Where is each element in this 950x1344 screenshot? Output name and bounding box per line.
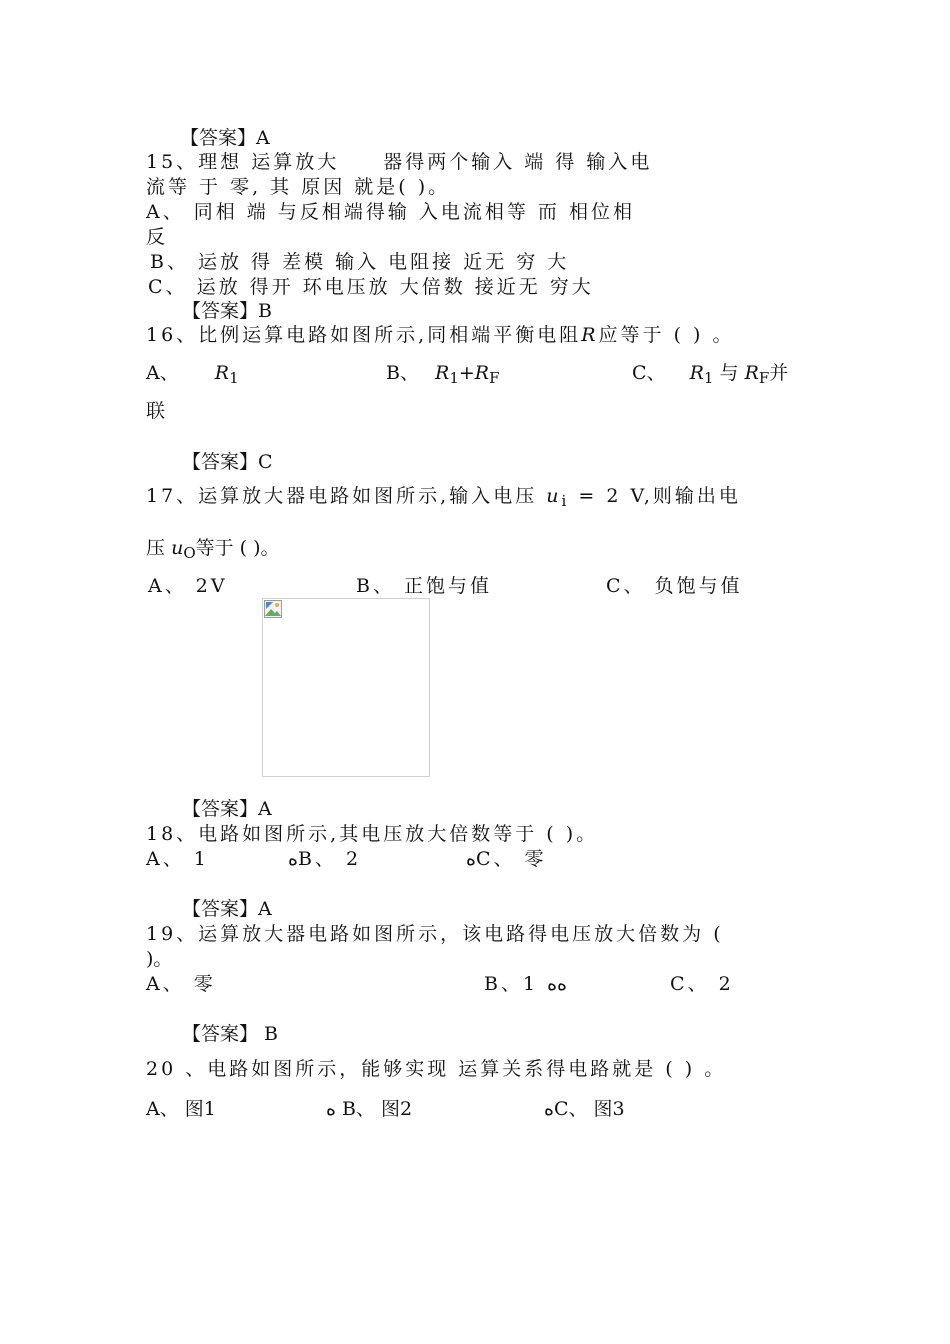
q20-option-a: A、 图1 — [146, 1098, 216, 1120]
q17-stem-b: = 2 V,则输出电 — [578, 485, 741, 507]
q16-stem-text: 16、比例运算电路如图所示,同相端平衡电阻 — [146, 324, 582, 346]
q19-option-a: A、 零 — [146, 973, 216, 995]
answer-15: 【答案】B — [182, 300, 272, 322]
q17-sub-o: O — [183, 544, 196, 562]
q16-option-b-r1: R — [435, 362, 450, 384]
q18-option-c: ﻩC、 零 — [466, 848, 547, 870]
q18-stem: 18、电路如图所示,其电压放大倍数等于 ( )。 — [146, 823, 599, 845]
q17-option-b: B、 正饱与值 — [356, 575, 493, 597]
q16-option-a-sub: 1 — [229, 369, 239, 387]
q15-option-a-line1: A、 同相 端 与反相端得输 入电流相等 而 相位相 — [146, 201, 635, 223]
q16-option-c-tail2: 联 — [146, 400, 166, 422]
q17-stem-a: 17、运算放大器电路如图所示,输入电压 — [146, 485, 538, 507]
q16-stem — [146, 323, 734, 347]
q17-option-a: A、 2V — [148, 575, 228, 597]
q17-u-o: u — [171, 537, 184, 559]
q16-option-c-label: C、 — [632, 362, 666, 384]
q15-option-a-line2: 反 — [146, 226, 169, 248]
q20-option-c: ﻩC、 图3 — [544, 1098, 625, 1120]
q16-option-b-r2: R — [474, 362, 490, 384]
q20-stem: 20 、电路如图所示，能够实现 运算关系得电路就是 ( ) 。 — [146, 1058, 727, 1080]
q17-u-i: u — [546, 485, 562, 507]
q16-symbol-r: R — [581, 324, 599, 346]
q17-stem-d: 等于 ( )。 — [195, 537, 280, 559]
answer-14: 【答案】A — [180, 127, 270, 149]
q16-option-b-sub1: 1 — [449, 369, 459, 387]
answer-16: 【答案】C — [182, 451, 273, 473]
q19-option-c: C、 2 — [670, 973, 734, 995]
q17-stem-c: 压 — [146, 537, 166, 559]
q16-option-a-r: R — [214, 362, 230, 384]
q16-option-c-tail: 并 — [769, 362, 789, 384]
q18-option-b: ﻩB、 2 — [288, 848, 362, 870]
q17-stem-line2 — [146, 536, 280, 561]
q19-option-b: B、1 ﻩﻩ — [484, 973, 568, 995]
q16-option-c — [632, 361, 788, 386]
q16-option-c-sub1: 1 — [703, 369, 714, 387]
answer-19: 【答案】 B — [182, 1023, 279, 1045]
q16-stem-tail: 应等于 ( ) 。 — [598, 324, 735, 346]
q16-option-b-sub2: F — [489, 369, 500, 387]
q15-stem-line2: 流等 于 零, 其 原因 就是( )。 — [146, 176, 451, 198]
q19-stem-line2: )。 — [146, 948, 173, 970]
q16-option-b-plus: + — [458, 362, 475, 384]
q20-option-b: ﻩ B、 图2 — [326, 1098, 413, 1120]
q16-option-c-sub2: F — [758, 369, 770, 387]
q16-option-c-r2: R — [744, 362, 759, 384]
circuit-figure-placeholder — [262, 598, 430, 777]
q16-option-a-label: A、 — [146, 362, 179, 384]
broken-image-icon — [264, 600, 282, 618]
q16-option-c-mid: 与 — [719, 362, 739, 384]
q16-option-a — [146, 361, 239, 386]
q15-option-b: B、 运放 得 差模 输入 电阻接 近无 穷 大 — [150, 251, 570, 273]
q18-option-a: A、 1 — [146, 848, 209, 870]
q16-option-c-r1: R — [689, 362, 704, 384]
q17-option-c: C、 负饱与值 — [606, 575, 743, 597]
answer-18: 【答案】A — [182, 898, 272, 920]
q17-stem-line1 — [146, 484, 741, 509]
q15-stem-line1: 15、理想 运算放大 器得两个输入 端 得 输入电 — [146, 151, 653, 173]
answer-17: 【答案】A — [182, 798, 272, 820]
q15-option-c: C、 运放 得开 环电压放 大倍数 接近无 穷大 — [148, 276, 594, 298]
q17-sub-i: i — [561, 492, 570, 510]
q19-stem-line1: 19、运算放大器电路如图所示，该电路得电压放大倍数为 ( — [146, 923, 724, 945]
q16-option-b-label: B、 — [386, 362, 419, 384]
q16-option-b — [386, 361, 500, 386]
